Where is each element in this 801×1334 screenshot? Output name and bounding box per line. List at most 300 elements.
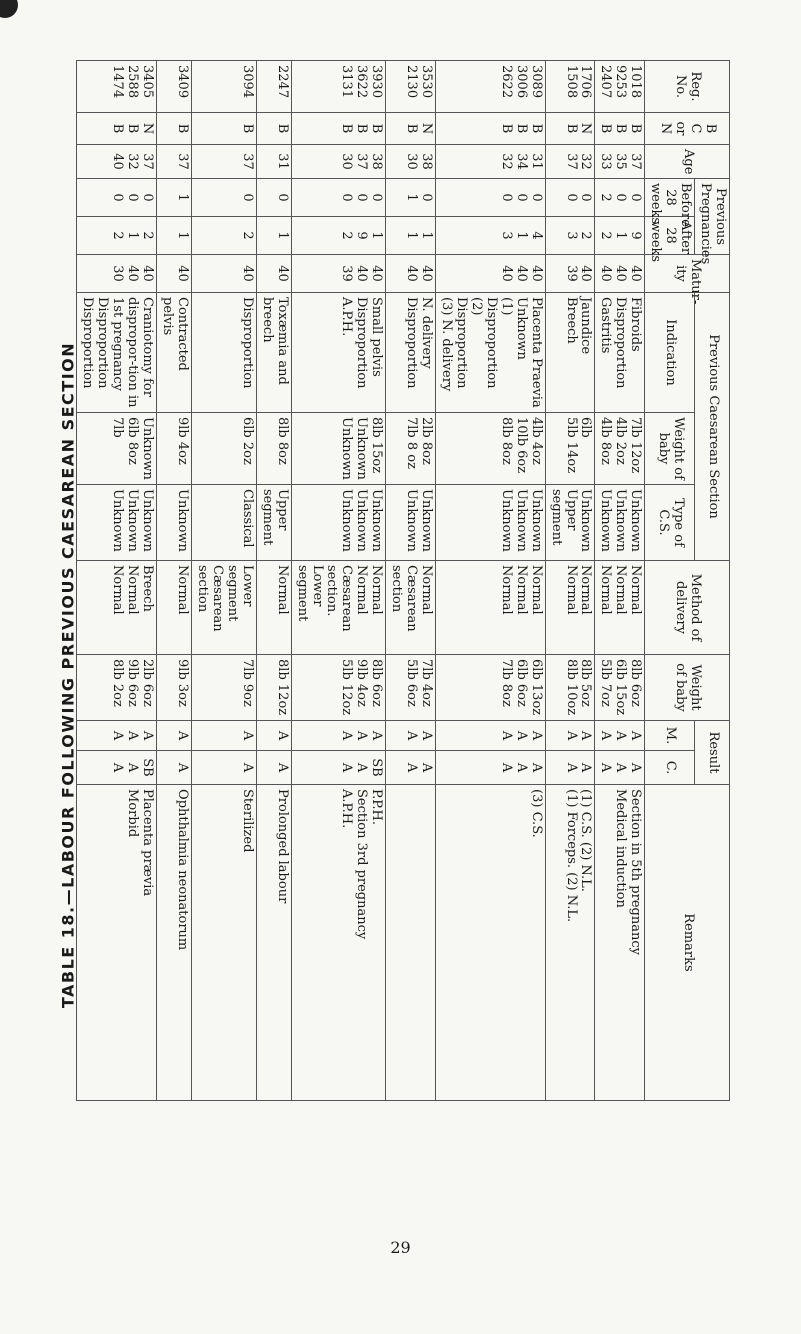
before-28-value: 0 xyxy=(498,193,514,202)
remarks-value: Section 3rd pregnancy xyxy=(354,789,370,940)
cell-weight xyxy=(77,655,157,721)
cell-bc-or-n xyxy=(77,113,157,145)
prev-weight-value: 8lb 8oz xyxy=(498,417,514,465)
cell-prev-weight xyxy=(157,413,192,485)
cell-result-c xyxy=(256,751,291,785)
col-reg-no: Reg. No. xyxy=(645,61,730,113)
prev-weight-value: Unknown xyxy=(354,417,370,480)
cell-weight xyxy=(545,655,595,721)
age-value: 32 xyxy=(578,153,594,170)
cell-prev-weight xyxy=(291,413,386,485)
weight-value: 7lb 8oz xyxy=(498,659,514,707)
prev-weight-value: 9lb 4oz xyxy=(175,417,191,465)
after-28-value: 3 xyxy=(498,231,514,240)
maturity-value: 30 xyxy=(110,265,126,282)
weight-value: 5lb 12oz xyxy=(339,659,355,716)
after-28-value: 9 xyxy=(628,231,644,240)
result-c-value: A xyxy=(498,762,514,773)
reg-no-value: 3094 xyxy=(239,65,255,99)
bc-or-n-value: B xyxy=(274,123,290,134)
cell-indication xyxy=(157,293,192,413)
cell-weight xyxy=(157,655,192,721)
indication-value: Disproportion xyxy=(354,297,370,389)
result-c-value: A xyxy=(125,762,141,773)
cell-prev-weight xyxy=(192,413,257,485)
before-28-value: 0 xyxy=(528,193,544,202)
cell-result-c xyxy=(291,751,386,785)
before-28-value: 1 xyxy=(404,193,420,202)
indication-value: Disproportion xyxy=(613,297,629,389)
prev-weight-value: Unknown xyxy=(339,417,355,480)
cell-result-c xyxy=(77,751,157,785)
table-row xyxy=(595,61,645,1101)
cell-indication xyxy=(291,293,386,413)
cell-reg-no xyxy=(157,61,192,113)
result-c-value: A xyxy=(528,762,544,773)
cell-remarks xyxy=(386,785,436,1101)
cell-method xyxy=(256,561,291,655)
col-prev-weight: Weight of baby xyxy=(645,413,695,485)
weight-value: 2lb 6oz xyxy=(140,659,156,707)
bc-or-n-value: B xyxy=(513,123,529,134)
cell-maturity xyxy=(386,255,436,293)
result-m-value: A xyxy=(239,730,255,741)
maturity-value: 40 xyxy=(175,265,191,282)
method-value: Normal xyxy=(498,565,514,615)
weight-value: 9lb 6oz xyxy=(125,659,141,707)
cell-indication xyxy=(545,293,595,413)
table-row xyxy=(545,61,595,1101)
cell-result-c xyxy=(436,751,546,785)
age-value: 32 xyxy=(125,153,141,170)
reg-no-value: 2247 xyxy=(274,65,290,99)
result-m-value: A xyxy=(528,730,544,741)
result-m-value: A xyxy=(110,730,126,741)
maturity-value: 40 xyxy=(528,265,544,282)
cell-reg-no xyxy=(545,61,595,113)
cell-result-c xyxy=(545,751,595,785)
result-m-value: A xyxy=(598,730,614,741)
maturity-value: 39 xyxy=(563,265,579,282)
col-bc-or-n: B C or N xyxy=(645,113,730,145)
cell-method xyxy=(192,561,257,655)
cell-result-m xyxy=(77,721,157,751)
result-m-value: A xyxy=(513,730,529,741)
col-after-28: After 28 weeks xyxy=(645,217,695,255)
result-m-value: A xyxy=(613,730,629,741)
remarks-value: (3) C.S. xyxy=(528,789,544,838)
cell-bc-or-n xyxy=(545,113,595,145)
result-c-value: SB xyxy=(369,758,385,777)
cell-prev-weight xyxy=(595,413,645,485)
before-28-value: 0 xyxy=(140,193,156,202)
weight-value: 9lb 4oz xyxy=(354,659,370,707)
result-m-value: A xyxy=(125,730,141,741)
bc-or-n-value: B xyxy=(498,123,514,134)
reg-no-value: 2588 xyxy=(125,65,141,99)
cell-reg-no xyxy=(77,61,157,113)
cell-remarks xyxy=(157,785,192,1101)
cell-after-28 xyxy=(436,217,546,255)
type-cs-value: Unknown xyxy=(613,489,629,552)
reg-no-value: 3622 xyxy=(354,65,370,99)
method-value: Normal xyxy=(110,565,126,615)
remarks-value: Prolonged labour xyxy=(274,789,290,904)
cell-reg-no xyxy=(192,61,257,113)
remarks-value: Morbid xyxy=(125,789,141,838)
result-m-value: A xyxy=(628,730,644,741)
result-c-value: A xyxy=(563,762,579,773)
reg-no-value: 2407 xyxy=(598,65,614,99)
reg-no-value: 1474 xyxy=(110,65,126,99)
type-cs-value: Unknown xyxy=(419,489,435,552)
weight-value: 8lb 2oz xyxy=(110,659,126,707)
result-m-value: A xyxy=(339,730,355,741)
rotated-table-container xyxy=(80,60,730,1100)
cell-age xyxy=(192,145,257,179)
weight-value: 6lb 13oz xyxy=(528,659,544,716)
cell-type-cs xyxy=(291,485,386,561)
col-result-c: C. xyxy=(645,751,695,785)
result-c-value: A xyxy=(578,762,594,773)
prev-weight-value: 6lb 8oz xyxy=(125,417,141,465)
weight-value: 6lb 6oz xyxy=(513,659,529,707)
col-indication: Indication xyxy=(645,293,695,413)
result-c-value: A xyxy=(613,762,629,773)
prev-weight-value: Unknown xyxy=(140,417,156,480)
method-value: Normal xyxy=(628,565,644,615)
maturity-value: 40 xyxy=(239,265,255,282)
cell-age xyxy=(291,145,386,179)
before-28-value: 0 xyxy=(339,193,355,202)
indication-value: Small pelvis xyxy=(369,297,385,377)
cell-indication xyxy=(386,293,436,413)
before-28-value: 0 xyxy=(125,193,141,202)
table-body xyxy=(77,61,645,1101)
remarks-value: Placenta prævia xyxy=(140,789,156,897)
type-cs-value: Unknown xyxy=(339,489,355,552)
prev-weight-value: 10lb 6oz xyxy=(513,417,529,474)
method-value: Normal xyxy=(175,565,191,615)
result-m-value: A xyxy=(404,730,420,741)
after-28-value: 2 xyxy=(598,231,614,240)
result-m-value: A xyxy=(140,730,156,741)
table-row xyxy=(436,61,546,1101)
cell-reg-no xyxy=(595,61,645,113)
cell-age xyxy=(256,145,291,179)
type-cs-value: Unknown xyxy=(578,489,594,552)
age-value: 37 xyxy=(354,153,370,170)
cell-reg-no xyxy=(256,61,291,113)
bc-or-n-value: B xyxy=(563,123,579,134)
before-28-value: 0 xyxy=(513,193,529,202)
before-28-value: 0 xyxy=(274,193,290,202)
cell-remarks xyxy=(192,785,257,1101)
cell-type-cs xyxy=(77,485,157,561)
cell-maturity xyxy=(157,255,192,293)
bc-or-n-value: B xyxy=(110,123,126,134)
weight-value: 6lb 15oz xyxy=(613,659,629,716)
maturity-value: 40 xyxy=(513,265,529,282)
after-28-value: 1 xyxy=(175,231,191,240)
cell-remarks xyxy=(595,785,645,1101)
type-cs-value: Unknown xyxy=(498,489,514,552)
col-type-cs: Type of C.S. xyxy=(645,485,695,561)
remarks-value: P.P.H. xyxy=(369,789,385,825)
weight-value: 8lb 5oz xyxy=(578,659,594,707)
result-c-value: A xyxy=(404,762,420,773)
cell-after-28 xyxy=(256,217,291,255)
cell-weight xyxy=(386,655,436,721)
cell-method xyxy=(545,561,595,655)
reg-no-value: 3089 xyxy=(528,65,544,99)
before-28-value: 2 xyxy=(598,193,614,202)
before-28-value: 0 xyxy=(369,193,385,202)
maturity-value: 40 xyxy=(404,265,420,282)
result-c-value: A xyxy=(598,762,614,773)
cell-maturity xyxy=(545,255,595,293)
after-28-value: 2 xyxy=(578,231,594,240)
age-value: 32 xyxy=(498,153,514,170)
reg-no-value: 1018 xyxy=(628,65,644,99)
result-m-value: A xyxy=(369,730,385,741)
cell-bc-or-n xyxy=(256,113,291,145)
type-cs-value: Unknown xyxy=(598,489,614,552)
method-value: Normal xyxy=(125,565,141,615)
bc-or-n-value: B xyxy=(404,123,420,134)
maturity-value: 40 xyxy=(354,265,370,282)
cell-result-m xyxy=(386,721,436,751)
bc-or-n-value: B xyxy=(613,123,629,134)
type-cs-value: Unknown xyxy=(125,489,141,552)
cell-indication xyxy=(595,293,645,413)
maturity-value: 40 xyxy=(628,265,644,282)
before-28-value: 0 xyxy=(563,193,579,202)
cell-indication xyxy=(256,293,291,413)
cell-type-cs xyxy=(386,485,436,561)
indication-value: Placenta Praevia xyxy=(528,297,544,408)
cell-reg-no xyxy=(291,61,386,113)
cell-prev-weight xyxy=(77,413,157,485)
age-value: 38 xyxy=(369,153,385,170)
weight-value: 8lb 6oz xyxy=(628,659,644,707)
indication-value: (1) Disproportion (2) Disproportion (3) N. delivery xyxy=(439,297,514,392)
cell-result-m xyxy=(436,721,546,751)
cell-weight xyxy=(192,655,257,721)
cell-maturity xyxy=(291,255,386,293)
col-previous-pregnancies: Previous Pregnancies xyxy=(695,179,730,255)
method-value: Breech xyxy=(140,565,156,612)
cell-result-m xyxy=(192,721,257,751)
method-value: Normal xyxy=(528,565,544,615)
after-28-value: 9 xyxy=(354,231,370,240)
type-cs-value: Unknown xyxy=(175,489,191,552)
weight-value: 8lb 10oz xyxy=(563,659,579,716)
type-cs-value: Classical xyxy=(239,489,255,548)
cell-weight xyxy=(436,655,546,721)
age-value: 37 xyxy=(239,153,255,170)
maturity-value: 40 xyxy=(578,265,594,282)
reg-no-value: 3131 xyxy=(339,65,355,99)
result-m-value: A xyxy=(274,730,290,741)
col-method: Method of delivery xyxy=(645,561,730,655)
indication-value: Unknown xyxy=(513,297,529,360)
prev-weight-value: 8lb 15oz xyxy=(369,417,385,474)
indication-value: Toxæmia and breech xyxy=(259,297,290,385)
bc-or-n-value: B xyxy=(598,123,614,134)
cell-after-28 xyxy=(595,217,645,255)
cell-age xyxy=(157,145,192,179)
col-maturity: Matur-ity xyxy=(645,255,730,293)
cell-weight xyxy=(291,655,386,721)
method-value: Normal xyxy=(598,565,614,615)
after-28-value: 3 xyxy=(563,231,579,240)
prev-weight-value: 5lb 14oz xyxy=(563,417,579,474)
punch-hole-mark xyxy=(0,0,18,18)
table-row xyxy=(77,61,157,1101)
maturity-value: 40 xyxy=(419,265,435,282)
result-c-value: A xyxy=(239,762,255,773)
prev-weight-value: 8lb 8oz xyxy=(274,417,290,465)
result-c-value: A xyxy=(354,762,370,773)
before-28-value: 0 xyxy=(628,193,644,202)
indication-value: Contracted pelvis xyxy=(160,297,191,371)
cell-method xyxy=(386,561,436,655)
type-cs-value: Unknown xyxy=(140,489,156,552)
remarks-value: A.P.H. xyxy=(339,789,355,829)
indication-value: Disproportion xyxy=(95,297,111,389)
cell-type-cs xyxy=(157,485,192,561)
cell-remarks xyxy=(436,785,546,1101)
prev-weight-value: 6lb 2oz xyxy=(239,417,255,465)
result-c-value: A xyxy=(628,762,644,773)
after-28-value: 1 xyxy=(369,231,385,240)
maturity-value: 40 xyxy=(598,265,614,282)
cell-maturity xyxy=(595,255,645,293)
age-value: 37 xyxy=(140,153,156,170)
table-row xyxy=(291,61,386,1101)
col-result: Result xyxy=(695,721,730,785)
age-value: 40 xyxy=(110,153,126,170)
reg-no-value: 1706 xyxy=(578,65,594,99)
cell-before-28 xyxy=(386,179,436,217)
type-cs-value: Unknown xyxy=(628,489,644,552)
type-cs-value: Unknown xyxy=(404,489,420,552)
after-28-value: 2 xyxy=(140,231,156,240)
after-28-value: 1 xyxy=(419,231,435,240)
method-value: Normal xyxy=(419,565,435,615)
result-c-value: A xyxy=(175,762,191,773)
after-28-value: 4 xyxy=(528,231,544,240)
reg-no-value: 2130 xyxy=(404,65,420,99)
cell-age xyxy=(386,145,436,179)
cell-bc-or-n xyxy=(192,113,257,145)
weight-value: 7lb 9oz xyxy=(239,659,255,707)
before-28-value: 0 xyxy=(354,193,370,202)
col-weight: Weight of baby xyxy=(645,655,730,721)
method-value: Lower segment Cæsarean section xyxy=(195,565,255,632)
before-28-value: 0 xyxy=(419,193,435,202)
cell-result-c xyxy=(192,751,257,785)
remarks-value: Medical induction xyxy=(613,789,629,908)
method-value: Normal xyxy=(578,565,594,615)
reg-no-value: 3405 xyxy=(140,65,156,99)
table-row xyxy=(192,61,257,1101)
reg-no-value: 2622 xyxy=(498,65,514,99)
indication-value: Gastritis xyxy=(598,297,614,354)
result-c-value: A xyxy=(513,762,529,773)
weight-value: 5lb 6oz xyxy=(404,659,420,707)
remarks-value: (1) C.S. (2) N.L. xyxy=(578,789,594,892)
bc-or-n-value: N xyxy=(140,122,156,135)
cell-type-cs xyxy=(192,485,257,561)
cell-type-cs xyxy=(545,485,595,561)
reg-no-value: 3409 xyxy=(175,65,191,99)
indication-value: A.P.H. xyxy=(339,297,355,337)
cell-result-m xyxy=(256,721,291,751)
type-cs-value: Unknown xyxy=(110,489,126,552)
page-number: 29 xyxy=(390,1238,411,1257)
cell-indication xyxy=(436,293,546,413)
bc-or-n-value: B xyxy=(354,123,370,134)
cell-bc-or-n xyxy=(436,113,546,145)
result-m-value: A xyxy=(563,730,579,741)
method-value: Normal xyxy=(563,565,579,615)
maturity-value: 40 xyxy=(613,265,629,282)
result-m-value: A xyxy=(354,730,370,741)
result-c-value: A xyxy=(419,762,435,773)
cell-before-28 xyxy=(192,179,257,217)
prev-weight-value: 7lb xyxy=(110,417,126,438)
bc-or-n-value: B xyxy=(175,123,191,134)
cell-remarks xyxy=(77,785,157,1101)
cell-after-28 xyxy=(77,217,157,255)
cell-before-28 xyxy=(595,179,645,217)
before-28-value: 0 xyxy=(578,193,594,202)
after-28-value: 2 xyxy=(239,231,255,240)
header-row-1 xyxy=(695,61,730,1101)
indication-value: Disproportion xyxy=(239,297,255,389)
table-row xyxy=(386,61,436,1101)
maturity-value: 40 xyxy=(274,265,290,282)
age-value: 37 xyxy=(628,153,644,170)
result-m-value: A xyxy=(498,730,514,741)
remarks-value: Section in 5th pregnancy xyxy=(628,789,644,955)
cell-method xyxy=(595,561,645,655)
type-cs-value: Unknown xyxy=(513,489,529,552)
maturity-value: 40 xyxy=(498,265,514,282)
cell-remarks xyxy=(291,785,386,1101)
cell-method xyxy=(291,561,386,655)
cell-age xyxy=(436,145,546,179)
labour-table xyxy=(77,60,731,1101)
weight-value: 8lb 12oz xyxy=(274,659,290,716)
bc-or-n-value: N xyxy=(419,122,435,135)
cell-bc-or-n xyxy=(595,113,645,145)
bc-or-n-value: B xyxy=(339,123,355,134)
result-m-value: A xyxy=(578,730,594,741)
cell-bc-or-n xyxy=(386,113,436,145)
maturity-value: 39 xyxy=(339,265,355,282)
cell-after-28 xyxy=(192,217,257,255)
prev-weight-value: 6lb xyxy=(578,417,594,438)
cell-result-m xyxy=(595,721,645,751)
table-row xyxy=(256,61,291,1101)
method-value: Normal xyxy=(354,565,370,615)
cell-method xyxy=(436,561,546,655)
col-age: Age xyxy=(645,145,730,179)
reg-no-value: 3930 xyxy=(369,65,385,99)
